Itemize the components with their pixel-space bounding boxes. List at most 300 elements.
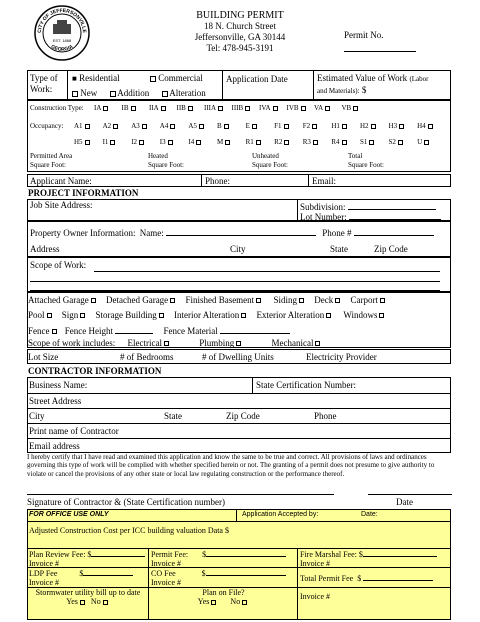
option-s1[interactable] — [360, 138, 389, 146]
exterior-alteration-checkbox[interactable] — [326, 313, 331, 318]
option-label: R3 — [302, 138, 311, 146]
alteration-label: Alteration — [169, 88, 206, 98]
plan-on-file-yes-checkbox[interactable] — [211, 600, 216, 605]
option-label: E — [245, 122, 250, 130]
ldp-invoice: Invoice # — [29, 578, 59, 587]
option-checkbox[interactable] — [369, 140, 374, 145]
electrical-label: Electrical — [127, 338, 162, 348]
plan-on-file-no-label: No — [230, 597, 241, 606]
state-cert-field[interactable]: State Certification Number: — [256, 380, 356, 390]
interior-alteration-label: Interior Alteration — [174, 310, 240, 320]
heated-area-label: Heated — [148, 152, 168, 160]
total-permit-fee-line[interactable] — [363, 573, 433, 581]
option-checkbox[interactable] — [188, 106, 193, 111]
ldp-fee-field[interactable] — [29, 568, 133, 587]
windows-label: Windows — [343, 310, 378, 320]
option-r1[interactable] — [246, 138, 275, 146]
option-label: H1 — [331, 122, 340, 130]
header-address-1: 18 N. Church Street — [204, 21, 276, 31]
option-checkbox[interactable] — [85, 124, 90, 129]
exterior-alteration-label: Exterior Alteration — [256, 310, 325, 320]
option-ib[interactable] — [122, 104, 150, 112]
unheated-area[interactable] — [252, 152, 288, 170]
total-area[interactable] — [348, 152, 384, 170]
option-ia[interactable] — [94, 104, 122, 112]
divider — [27, 521, 451, 522]
option-label: IIB — [176, 104, 186, 112]
divider — [222, 70, 223, 100]
owner-phone-line[interactable] — [354, 226, 434, 236]
finished-basement-checkbox[interactable] — [256, 298, 261, 303]
option-checkbox[interactable] — [161, 106, 166, 111]
option-label: I4 — [188, 138, 195, 146]
divider — [27, 423, 451, 424]
option-iiia[interactable] — [204, 104, 232, 112]
plumbing-label: Plumbing — [199, 338, 235, 348]
owner-info-label: Property Owner Information: — [30, 228, 136, 238]
signature-label: Signature of Contractor & (State Certification number) — [27, 497, 225, 507]
option-label: F2 — [302, 122, 311, 130]
option-e[interactable] — [246, 122, 275, 130]
business-name-field[interactable]: Business Name: — [29, 380, 88, 390]
option-checkbox[interactable] — [424, 140, 429, 145]
option-i3[interactable] — [160, 138, 189, 146]
fire-marshal-fee-line[interactable] — [363, 549, 437, 557]
option-f2[interactable] — [303, 122, 332, 130]
owner-address-field[interactable]: Address — [30, 244, 60, 254]
seal-top-text: CITY OF JEFFERSONVILLE — [36, 7, 88, 34]
signature-date-label: Date — [396, 497, 413, 507]
option-checkbox[interactable] — [398, 140, 403, 145]
option-a5[interactable] — [188, 122, 217, 130]
storage-building-label: Storage Building — [95, 310, 157, 320]
work-subtype-row — [70, 88, 206, 98]
owner-info-row — [30, 226, 434, 238]
option-checkbox[interactable] — [399, 124, 404, 129]
fire-marshal-invoice: Invoice # — [300, 559, 330, 568]
applicant-phone-field[interactable]: Phone: — [205, 176, 231, 186]
construction-type-row — [30, 104, 84, 112]
option-label: I3 — [159, 138, 166, 146]
option-checkbox[interactable] — [196, 140, 201, 145]
fence-height-line[interactable] — [115, 324, 153, 334]
city-seal-icon — [33, 4, 91, 62]
divider — [308, 174, 309, 187]
scope-of-work-label: Scope of Work: — [30, 260, 87, 270]
option-checkbox[interactable] — [428, 124, 433, 129]
option-va[interactable] — [314, 104, 342, 112]
applicant-name-field[interactable]: Applicant Name: — [30, 176, 92, 186]
option-a4[interactable] — [160, 122, 189, 130]
option-label: A4 — [159, 122, 169, 130]
co-fee-invoice: Invoice # — [151, 578, 181, 587]
owner-state-field[interactable]: State — [330, 244, 348, 254]
divider — [252, 377, 253, 393]
option-label: R4 — [331, 138, 340, 146]
co-fee-line[interactable] — [206, 568, 286, 576]
project-info-heading: PROJECT INFORMATION — [28, 188, 139, 198]
divider — [27, 438, 451, 439]
interior-alteration-checkbox[interactable] — [241, 313, 246, 318]
divider — [236, 509, 237, 521]
estimated-value-label: Estimated Value of Work — [317, 73, 408, 83]
addition-label: Addition — [117, 88, 150, 98]
option-label: F1 — [274, 122, 282, 130]
permit-no-label: Permit No. — [344, 30, 384, 40]
pool-checkbox[interactable] — [47, 313, 52, 318]
permit-fee-label: Permit Fee: — [151, 550, 189, 559]
option-h1[interactable] — [331, 122, 360, 130]
adjusted-cost-label: Adjusted Construction Cost per ICC building valuation Data — [29, 526, 223, 535]
option-label: VA — [314, 104, 324, 112]
plan-review-fee-line[interactable] — [91, 549, 145, 557]
option-checkbox[interactable] — [371, 124, 376, 129]
option-label: H3 — [388, 122, 398, 130]
option-checkbox[interactable] — [245, 106, 250, 111]
permitted-area-label: Permitted Area — [30, 152, 73, 160]
option-checkbox[interactable] — [342, 124, 347, 129]
total-area-sqft: Square Foot: — [348, 161, 384, 169]
scope-line-1[interactable] — [94, 271, 440, 272]
deck-label: Deck — [314, 295, 334, 305]
plan-on-file-no-checkbox[interactable] — [242, 600, 247, 605]
contractor-state-field[interactable]: State — [164, 411, 182, 421]
option-h4[interactable] — [417, 122, 446, 130]
option-a2[interactable] — [103, 122, 132, 130]
option-checkbox[interactable] — [170, 124, 175, 129]
sign-label: Sign — [61, 310, 79, 320]
ldp-fee-line[interactable] — [83, 568, 133, 576]
occupancy-row-1 — [74, 122, 446, 130]
total-permit-fee-field[interactable] — [300, 573, 433, 583]
option-checkbox[interactable] — [301, 106, 306, 111]
estimated-value-field[interactable] — [317, 73, 428, 97]
plan-review-fee-field[interactable] — [29, 549, 145, 568]
option-r3[interactable] — [303, 138, 332, 146]
detached-garage-label: Detached Garage — [105, 295, 169, 305]
residential-label: Residential — [79, 73, 120, 83]
electrical-checkbox[interactable] — [164, 341, 169, 346]
option-checkbox[interactable] — [103, 106, 108, 111]
permit-no-line[interactable] — [344, 51, 416, 52]
contractor-email-field[interactable]: Email address — [29, 441, 80, 451]
seal-center-text: EST. 1868 — [52, 38, 72, 43]
option-r2[interactable] — [274, 138, 303, 146]
project-options-row-2 — [28, 310, 386, 320]
scope-includes-label: Scope of work includes: — [28, 338, 116, 348]
permitted-area-sqft: Square Foot: — [30, 161, 66, 169]
fence-material-line[interactable] — [220, 324, 290, 334]
option-checkbox[interactable] — [113, 124, 118, 129]
header-address-2: Jeffersonville, GA 30144 — [194, 32, 286, 42]
seal-bottom-text: GEORGIA — [49, 43, 75, 53]
option-label: U — [417, 138, 423, 146]
unheated-area-sqft: Square Foot: — [252, 161, 288, 169]
sign-checkbox[interactable] — [80, 313, 85, 318]
option-f1[interactable] — [274, 122, 303, 130]
lot-number-label: Lot Number: — [300, 212, 347, 222]
stormwater-no-checkbox[interactable] — [103, 600, 108, 605]
accepted-date-field[interactable]: Date: — [361, 511, 378, 518]
option-checkbox[interactable] — [225, 140, 230, 145]
divider — [27, 393, 451, 394]
option-checkbox[interactable] — [85, 140, 90, 145]
option-r4[interactable] — [331, 138, 360, 146]
permit-fee-dollar: $ — [202, 550, 207, 559]
owner-zip-field[interactable]: Zip Code — [374, 244, 408, 254]
stormwater-no-label: No — [90, 597, 101, 606]
fence-material-label: Fence Material — [163, 326, 218, 336]
option-checkbox[interactable] — [325, 106, 330, 111]
option-label: IVB — [286, 104, 299, 112]
estimated-value-note: (Labor — [409, 75, 429, 83]
page-title: BUILDING PERMIT — [196, 10, 284, 21]
estimated-value-note-2: and Materials): — [317, 87, 360, 95]
scope-line-2[interactable] — [30, 281, 440, 282]
applicant-email-field[interactable]: Email: — [312, 176, 336, 186]
option-checkbox[interactable] — [284, 124, 289, 129]
plan-on-file-label: Plan on File? — [202, 588, 245, 597]
option-h5[interactable] — [74, 138, 103, 146]
contractor-zip-field[interactable]: Zip Code — [226, 411, 260, 421]
option-label: A5 — [188, 122, 197, 130]
dollar-sign: $ — [361, 85, 367, 95]
plan-on-file-field[interactable] — [151, 588, 296, 606]
commercial-label: Commercial — [158, 73, 203, 83]
plan-on-file-yes-label: Yes — [197, 597, 210, 606]
construction-type-options — [94, 104, 369, 112]
commercial-checkbox[interactable] — [150, 76, 156, 82]
option-checkbox[interactable] — [252, 124, 257, 129]
adjusted-cost-dollar: $ — [224, 526, 229, 535]
option-i1[interactable] — [103, 138, 132, 146]
option-iva[interactable] — [259, 104, 287, 112]
option-label: M — [216, 138, 224, 146]
project-options-row-1 — [28, 295, 387, 305]
scope-includes-row — [28, 338, 322, 348]
accepted-by-field[interactable]: Application Accepted by: — [242, 511, 319, 518]
occupancy-row-2 — [74, 138, 446, 146]
option-checkbox[interactable] — [312, 124, 317, 129]
fence-label: Fence — [28, 326, 50, 336]
divider — [148, 548, 149, 620]
option-iib[interactable] — [177, 104, 205, 112]
scope-of-work-field[interactable] — [30, 260, 86, 270]
option-label: S1 — [359, 138, 368, 146]
option-label: H2 — [359, 122, 369, 130]
type-of-work-label-1: Type of — [30, 73, 58, 83]
type-of-work-label-2: Work: — [30, 84, 53, 94]
deck-checkbox[interactable] — [335, 298, 340, 303]
stormwater-label: Stormwater utility bill up to date — [35, 588, 141, 597]
option-label: R1 — [245, 138, 254, 146]
option-checkbox[interactable] — [353, 106, 358, 111]
scope-line-3[interactable] — [30, 290, 440, 291]
option-label: A1 — [74, 122, 83, 130]
pool-label: Pool — [28, 310, 45, 320]
fence-height-label: Fence Height — [64, 326, 113, 336]
total-permit-fee-dollar: $ — [357, 574, 362, 583]
option-checkbox[interactable] — [218, 106, 223, 111]
heated-area-sqft: Square Foot: — [148, 161, 184, 169]
option-h2[interactable] — [360, 122, 389, 130]
option-checkbox[interactable] — [139, 140, 144, 145]
option-m[interactable] — [217, 138, 246, 146]
detached-garage-checkbox[interactable] — [170, 298, 175, 303]
co-fee-dollar: $ — [201, 569, 206, 578]
contractor-phone-field[interactable]: Phone — [314, 411, 337, 421]
siding-label: Siding — [273, 295, 297, 305]
plumbing-checkbox[interactable] — [236, 341, 241, 346]
option-label: IB — [121, 104, 129, 112]
total-permit-fee-label: Total Permit Fee — [300, 574, 354, 583]
option-iia[interactable] — [149, 104, 177, 112]
plan-review-fee-label: Plan Review Fee: $ — [29, 550, 92, 559]
option-label: R2 — [274, 138, 283, 146]
owner-city-field[interactable]: City — [230, 244, 246, 254]
job-site-address-field[interactable]: Job Site Address: — [30, 200, 93, 210]
option-label: A3 — [131, 122, 140, 130]
stormwater-yes-checkbox[interactable] — [80, 600, 85, 605]
owner-phone-label: Phone # — [322, 228, 352, 238]
option-label: IA — [94, 104, 102, 112]
option-i2[interactable] — [131, 138, 160, 146]
option-i4[interactable] — [188, 138, 217, 146]
fire-marshal-fee-label: Fire Marshal Fee: $ — [300, 550, 363, 559]
construction-type-label: Construction Type: — [30, 104, 84, 112]
owner-name-line[interactable] — [166, 226, 316, 236]
scope-box — [27, 257, 451, 292]
application-date-label[interactable]: Application Date — [226, 74, 288, 84]
option-label: S2 — [388, 138, 396, 146]
option-label: I2 — [131, 138, 138, 146]
contractor-info-heading: CONTRACTOR INFORMATION — [28, 366, 162, 376]
fence-checkbox[interactable] — [52, 329, 57, 334]
option-label: I1 — [102, 138, 109, 146]
contractor-print-name-field[interactable]: Print name of Contractor — [29, 426, 119, 436]
option-label: IIIA — [204, 104, 217, 112]
divider — [297, 199, 298, 221]
option-label: VB — [341, 104, 352, 112]
permitted-area[interactable] — [30, 152, 72, 170]
owner-name-label: Name: — [139, 228, 164, 238]
electricity-provider-field[interactable]: Electricity Provider — [306, 352, 377, 362]
fire-marshal-fee-field[interactable] — [300, 549, 437, 568]
attached-garage-checkbox[interactable] — [91, 298, 96, 303]
project-options-row-3 — [28, 324, 290, 336]
dwelling-units-field[interactable]: # of Dwelling Units — [202, 352, 274, 362]
lot-size-field[interactable]: Lot Size — [28, 352, 59, 362]
windows-checkbox[interactable] — [379, 313, 384, 318]
header-phone: Tel: 478-945-3191 — [206, 43, 274, 53]
co-fee-field[interactable] — [151, 568, 286, 587]
stormwater-field[interactable] — [29, 588, 147, 606]
bedrooms-field[interactable]: # of Bedrooms — [120, 352, 174, 362]
option-checkbox[interactable] — [168, 140, 173, 145]
option-checkbox[interactable] — [256, 140, 261, 145]
occupancy-label: Occupancy: — [30, 122, 64, 130]
adjusted-cost-field[interactable] — [29, 526, 229, 535]
lot-number-line[interactable] — [349, 210, 441, 220]
option-checkbox[interactable] — [284, 140, 289, 145]
heated-area[interactable] — [148, 152, 184, 170]
option-label: IIIB — [231, 104, 244, 112]
permit-fee-field[interactable] — [151, 549, 286, 568]
option-s2[interactable] — [389, 138, 418, 146]
office-use-heading: FOR OFFICE USE ONLY — [29, 511, 109, 518]
option-checkbox[interactable] — [313, 140, 318, 145]
new-checkbox[interactable] — [72, 91, 78, 97]
stormwater-yes-label: Yes — [66, 597, 78, 606]
permit-fee-line[interactable] — [206, 549, 286, 557]
option-checkbox[interactable] — [142, 124, 147, 129]
option-a1[interactable] — [74, 122, 103, 130]
total-permit-invoice[interactable]: Invoice # — [300, 592, 330, 601]
option-label: IIA — [149, 104, 159, 112]
option-label: H5 — [74, 138, 83, 146]
city-seal — [33, 4, 91, 62]
new-label: New — [80, 88, 98, 98]
option-b[interactable] — [217, 122, 246, 130]
subdivision-label: Subdivision: — [300, 202, 346, 212]
plan-review-invoice: Invoice # — [29, 559, 59, 568]
option-checkbox[interactable] — [199, 124, 204, 129]
signature-line[interactable] — [27, 494, 334, 495]
option-u[interactable] — [417, 138, 446, 146]
total-area-label: Total — [348, 152, 363, 160]
header-block — [170, 10, 310, 54]
alteration-checkbox[interactable] — [162, 91, 168, 97]
mechanical-checkbox[interactable] — [315, 341, 320, 346]
option-checkbox[interactable] — [273, 106, 278, 111]
permit-fee-invoice: Invoice # — [151, 559, 181, 568]
option-label: B — [216, 122, 222, 130]
ldp-fee-dollar: $ — [79, 569, 84, 578]
option-a3[interactable] — [131, 122, 160, 130]
option-checkbox[interactable] — [224, 124, 229, 129]
commercial-option[interactable] — [148, 73, 203, 83]
storage-building-checkbox[interactable] — [159, 313, 164, 318]
option-label: A2 — [102, 122, 112, 130]
carport-checkbox[interactable] — [380, 298, 385, 303]
unheated-area-label: Unheated — [252, 152, 279, 160]
contractor-city-field[interactable]: City — [29, 411, 45, 421]
divider — [27, 408, 451, 409]
subdivision-line[interactable] — [348, 200, 436, 210]
attached-garage-label: Attached Garage — [28, 295, 89, 305]
option-vb[interactable] — [342, 104, 370, 112]
addition-checkbox[interactable] — [110, 91, 116, 97]
divider — [313, 70, 314, 100]
option-iiib[interactable] — [232, 104, 260, 112]
type-of-work-label — [30, 73, 58, 95]
finished-basement-label: Finished Basement — [185, 295, 255, 305]
date-line[interactable] — [368, 494, 452, 495]
divider — [297, 548, 298, 620]
option-checkbox[interactable] — [110, 140, 115, 145]
mechanical-label: Mechanical — [271, 338, 314, 348]
option-h3[interactable] — [389, 122, 418, 130]
siding-checkbox[interactable] — [299, 298, 304, 303]
option-label: IVA — [259, 104, 271, 112]
residential-option[interactable] — [72, 73, 120, 83]
co-fee-label: CO Fee — [151, 569, 176, 578]
option-checkbox[interactable] — [131, 106, 136, 111]
option-ivb[interactable] — [287, 104, 315, 112]
option-checkbox[interactable] — [342, 140, 347, 145]
contractor-street-field[interactable]: Street Address — [29, 396, 82, 406]
carport-label: Carport — [350, 295, 378, 305]
